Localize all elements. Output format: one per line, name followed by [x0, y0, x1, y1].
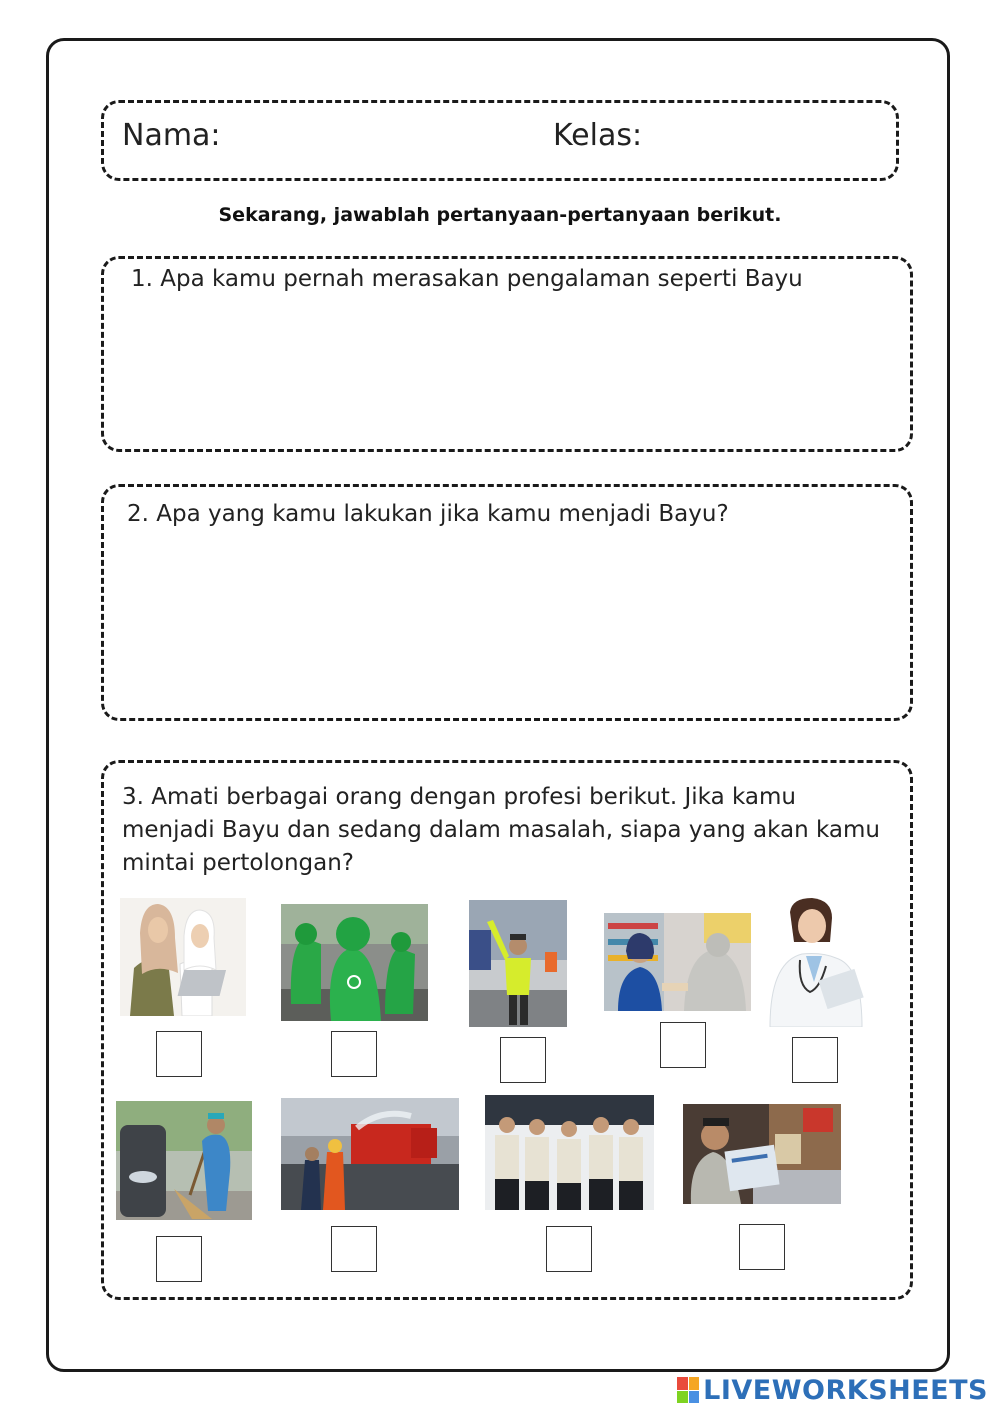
- firefighter-photo: [281, 1098, 459, 1210]
- cashier-photo: [604, 913, 751, 1011]
- answer-checkbox-street-sweeper[interactable]: [156, 1236, 202, 1282]
- liveworksheets-wordmark: LIVEWORKSHEETS: [703, 1374, 988, 1406]
- answer-checkbox-firefighter[interactable]: [331, 1226, 377, 1272]
- security-guard-photo: [485, 1095, 654, 1210]
- newspaper-seller-photo: [683, 1104, 841, 1204]
- police-photo: [469, 900, 567, 1027]
- class-label: Kelas:: [553, 118, 643, 153]
- instruction-text: Sekarang, jawablah pertanyaan-pertanyaan berikut.: [218, 204, 782, 226]
- answer-checkbox-police[interactable]: [500, 1037, 546, 1083]
- answer-checkbox-doctor[interactable]: [792, 1037, 838, 1083]
- question-3-text: 3. Amati berbagai orang dengan profesi berikut. Jika kamu menjadi Bayu dan sedang dalam masalah, siapa yang akan kamu mintai pertolongan?: [122, 784, 880, 876]
- ojek-driver-photo: [281, 904, 428, 1021]
- question-2-text: 2. Apa yang kamu lakukan jika kamu menjadi Bayu?: [127, 501, 729, 527]
- liveworksheets-logo-icon: [677, 1377, 699, 1403]
- liveworksheets-logo: [677, 1372, 988, 1408]
- name-label: Nama:: [122, 118, 221, 153]
- answer-checkbox-cashier[interactable]: [660, 1022, 706, 1068]
- doctor-photo: [762, 896, 867, 1027]
- answer-checkbox-security-guard[interactable]: [546, 1226, 592, 1272]
- name-class-box: [101, 100, 899, 181]
- question-1-text: 1. Apa kamu pernah merasakan pengalaman seperti Bayu: [131, 266, 803, 292]
- answer-checkbox-ojek-driver[interactable]: [331, 1031, 377, 1077]
- answer-checkbox-teacher[interactable]: [156, 1031, 202, 1077]
- teacher-photo: [120, 898, 246, 1016]
- street-sweeper-photo: [116, 1101, 252, 1220]
- answer-checkbox-newspaper-seller[interactable]: [739, 1224, 785, 1270]
